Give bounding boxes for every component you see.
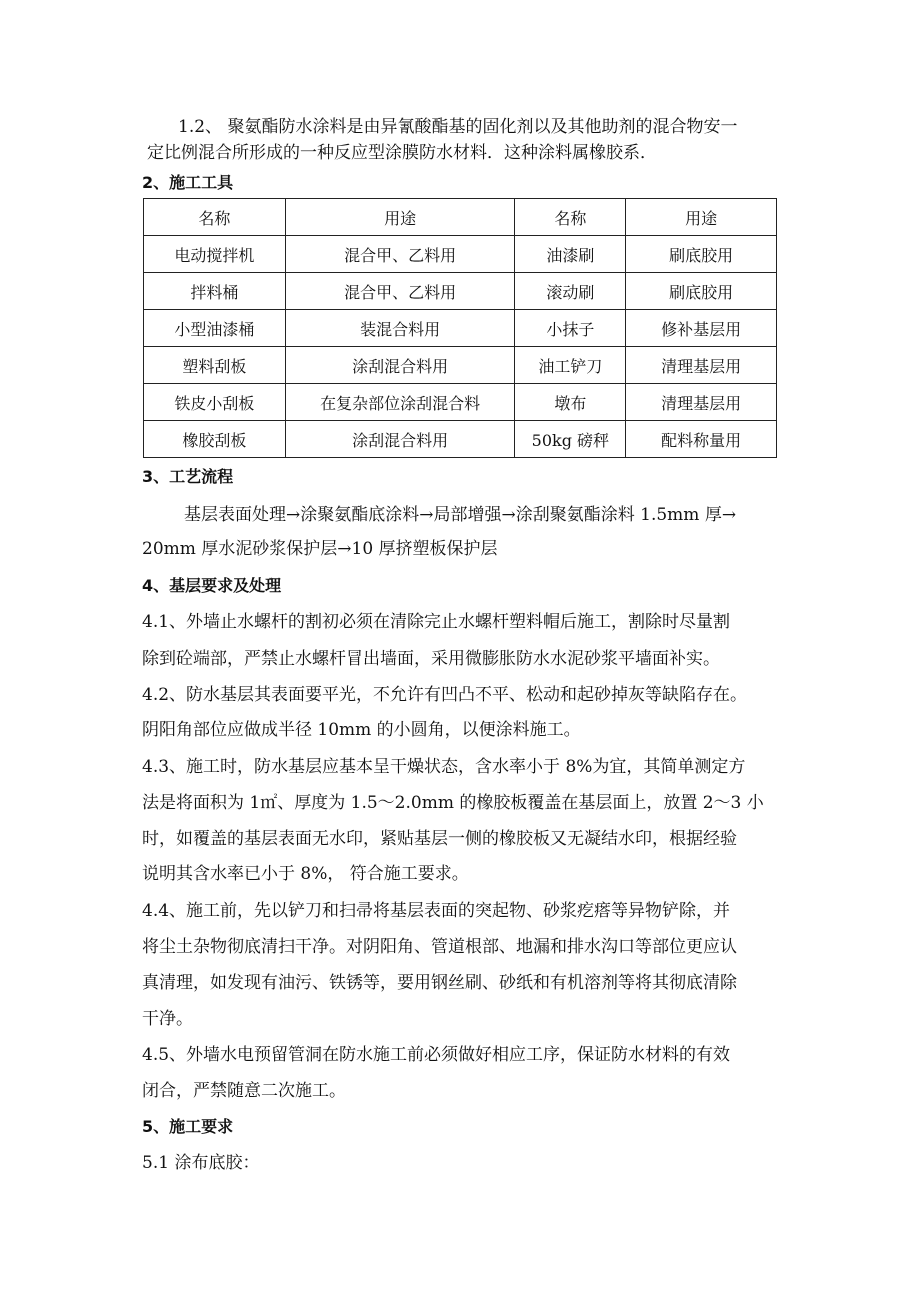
base-requirement-line: 说明其含水率已小于 8%， 符合施工要求。 xyxy=(142,864,469,884)
table-cell: 配料称量用 xyxy=(626,421,777,458)
section-3-heading: 3、工艺流程 xyxy=(142,467,234,486)
table-cell: 混合甲、乙料用 xyxy=(285,236,515,273)
base-requirement-line: 闭合，严禁随意二次施工。 xyxy=(142,1081,346,1101)
base-requirement-line: 4.4、施工前，先以铲刀和扫帚将基层表面的突起物、砂浆疙瘩等异物铲除，并 xyxy=(142,901,731,921)
table-header-row xyxy=(144,199,777,236)
base-requirement-line: 阴阳角部位应做成半径 10mm 的小圆角，以便涂料施工。 xyxy=(142,720,581,740)
table-header-cell: 名称 xyxy=(144,199,286,236)
base-requirement-line: 时，如覆盖的基层表面无水印，紧贴基层一侧的橡胶板又无凝结水印，根据经验 xyxy=(142,829,737,849)
table-row xyxy=(144,310,777,347)
table-cell: 刷底胶用 xyxy=(626,273,777,310)
table-cell: 滚动刷 xyxy=(515,273,626,310)
table-cell: 混合甲、乙料用 xyxy=(285,273,515,310)
section-5-heading: 5、施工要求 xyxy=(142,1117,234,1136)
table-cell: 油工铲刀 xyxy=(515,347,626,384)
process-flow-line-1: 基层表面处理→涂聚氨酯底涂料→局部增强→涂刮聚氨酯涂料 1.5mm 厚→ xyxy=(184,505,737,525)
subsection-5-1: 5.1 涂布底胶： xyxy=(142,1153,260,1173)
table-row xyxy=(144,273,777,310)
base-requirement-line: 4.1、外墙止水螺杆的割初必须在清除完止水螺杆塑料帽后施工，割除时尽量割 xyxy=(142,612,731,632)
table-cell: 橡胶刮板 xyxy=(144,421,286,458)
section-2-heading: 2、施工工具 xyxy=(142,173,234,192)
table-cell: 小抹子 xyxy=(515,310,626,347)
base-requirement-line: 4.3、施工时，防水基层应基本呈干燥状态，含水率小于 8%为宜，其简单测定方 xyxy=(142,757,746,777)
base-requirement-line: 将尘土杂物彻底清扫干净。对阴阳角、管道根部、地漏和排水沟口等部位更应认 xyxy=(142,937,737,957)
section-4-heading: 4、基层要求及处理 xyxy=(142,576,282,595)
table-row xyxy=(144,236,777,273)
table-cell: 墩布 xyxy=(515,384,626,421)
table-cell: 拌料桶 xyxy=(144,273,286,310)
base-requirement-line: 法是将面积为 1㎡、厚度为 1.5～2.0mm 的橡胶板覆盖在基层面上，放置 2～3 小 xyxy=(142,793,764,813)
table-row xyxy=(144,384,777,421)
table-cell: 在复杂部位涂刮混合料 xyxy=(285,384,515,421)
base-requirement-line: 真清理，如发现有油污、铁锈等，要用钢丝刷、砂纸和有机溶剂等将其彻底清除 xyxy=(142,973,737,993)
table-header-cell: 用途 xyxy=(285,199,515,236)
base-requirement-line: 干净。 xyxy=(142,1009,193,1029)
table-cell: 铁皮小刮板 xyxy=(144,384,286,421)
table-cell: 清理基层用 xyxy=(626,384,777,421)
table-header-cell: 用途 xyxy=(626,199,777,236)
table-row xyxy=(144,421,777,458)
base-requirement-line: 4.5、外墙水电预留管洞在防水施工前必须做好相应工序，保证防水材料的有效 xyxy=(142,1045,731,1065)
paragraph-1-2-line-2: 定比例混合所形成的一种反应型涂膜防水材料．这种涂料属橡胶系． xyxy=(147,143,657,163)
table-cell: 小型油漆桶 xyxy=(144,310,286,347)
table-row xyxy=(144,347,777,384)
table-cell: 塑料刮板 xyxy=(144,347,286,384)
base-requirement-line: 4.2、防水基层其表面要平光，不允许有凹凸不平、松动和起砂掉灰等缺陷存在。 xyxy=(142,685,748,705)
table-header-cell: 名称 xyxy=(515,199,626,236)
tools-table xyxy=(143,198,777,458)
table-cell: 油漆刷 xyxy=(515,236,626,273)
base-requirement-line: 除到砼端部，严禁止水螺杆冒出墙面，采用微膨胀防水水泥砂浆平墙面补实。 xyxy=(142,649,720,669)
table-cell: 清理基层用 xyxy=(626,347,777,384)
table-cell: 涂刮混合料用 xyxy=(285,421,515,458)
table-cell: 刷底胶用 xyxy=(626,236,777,273)
table-cell: 50kg 磅秤 xyxy=(515,421,626,458)
paragraph-1-2-line-1: 1.2、 聚氨酯防水涂料是由异氰酸酯基的固化剂以及其他助剂的混合物安一 xyxy=(178,117,738,137)
table-cell: 电动搅拌机 xyxy=(144,236,286,273)
table-cell: 装混合料用 xyxy=(285,310,515,347)
process-flow-line-2: 20mm 厚水泥砂浆保护层→10 厚挤塑板保护层 xyxy=(142,539,498,559)
table-cell: 修补基层用 xyxy=(626,310,777,347)
table-cell: 涂刮混合料用 xyxy=(285,347,515,384)
